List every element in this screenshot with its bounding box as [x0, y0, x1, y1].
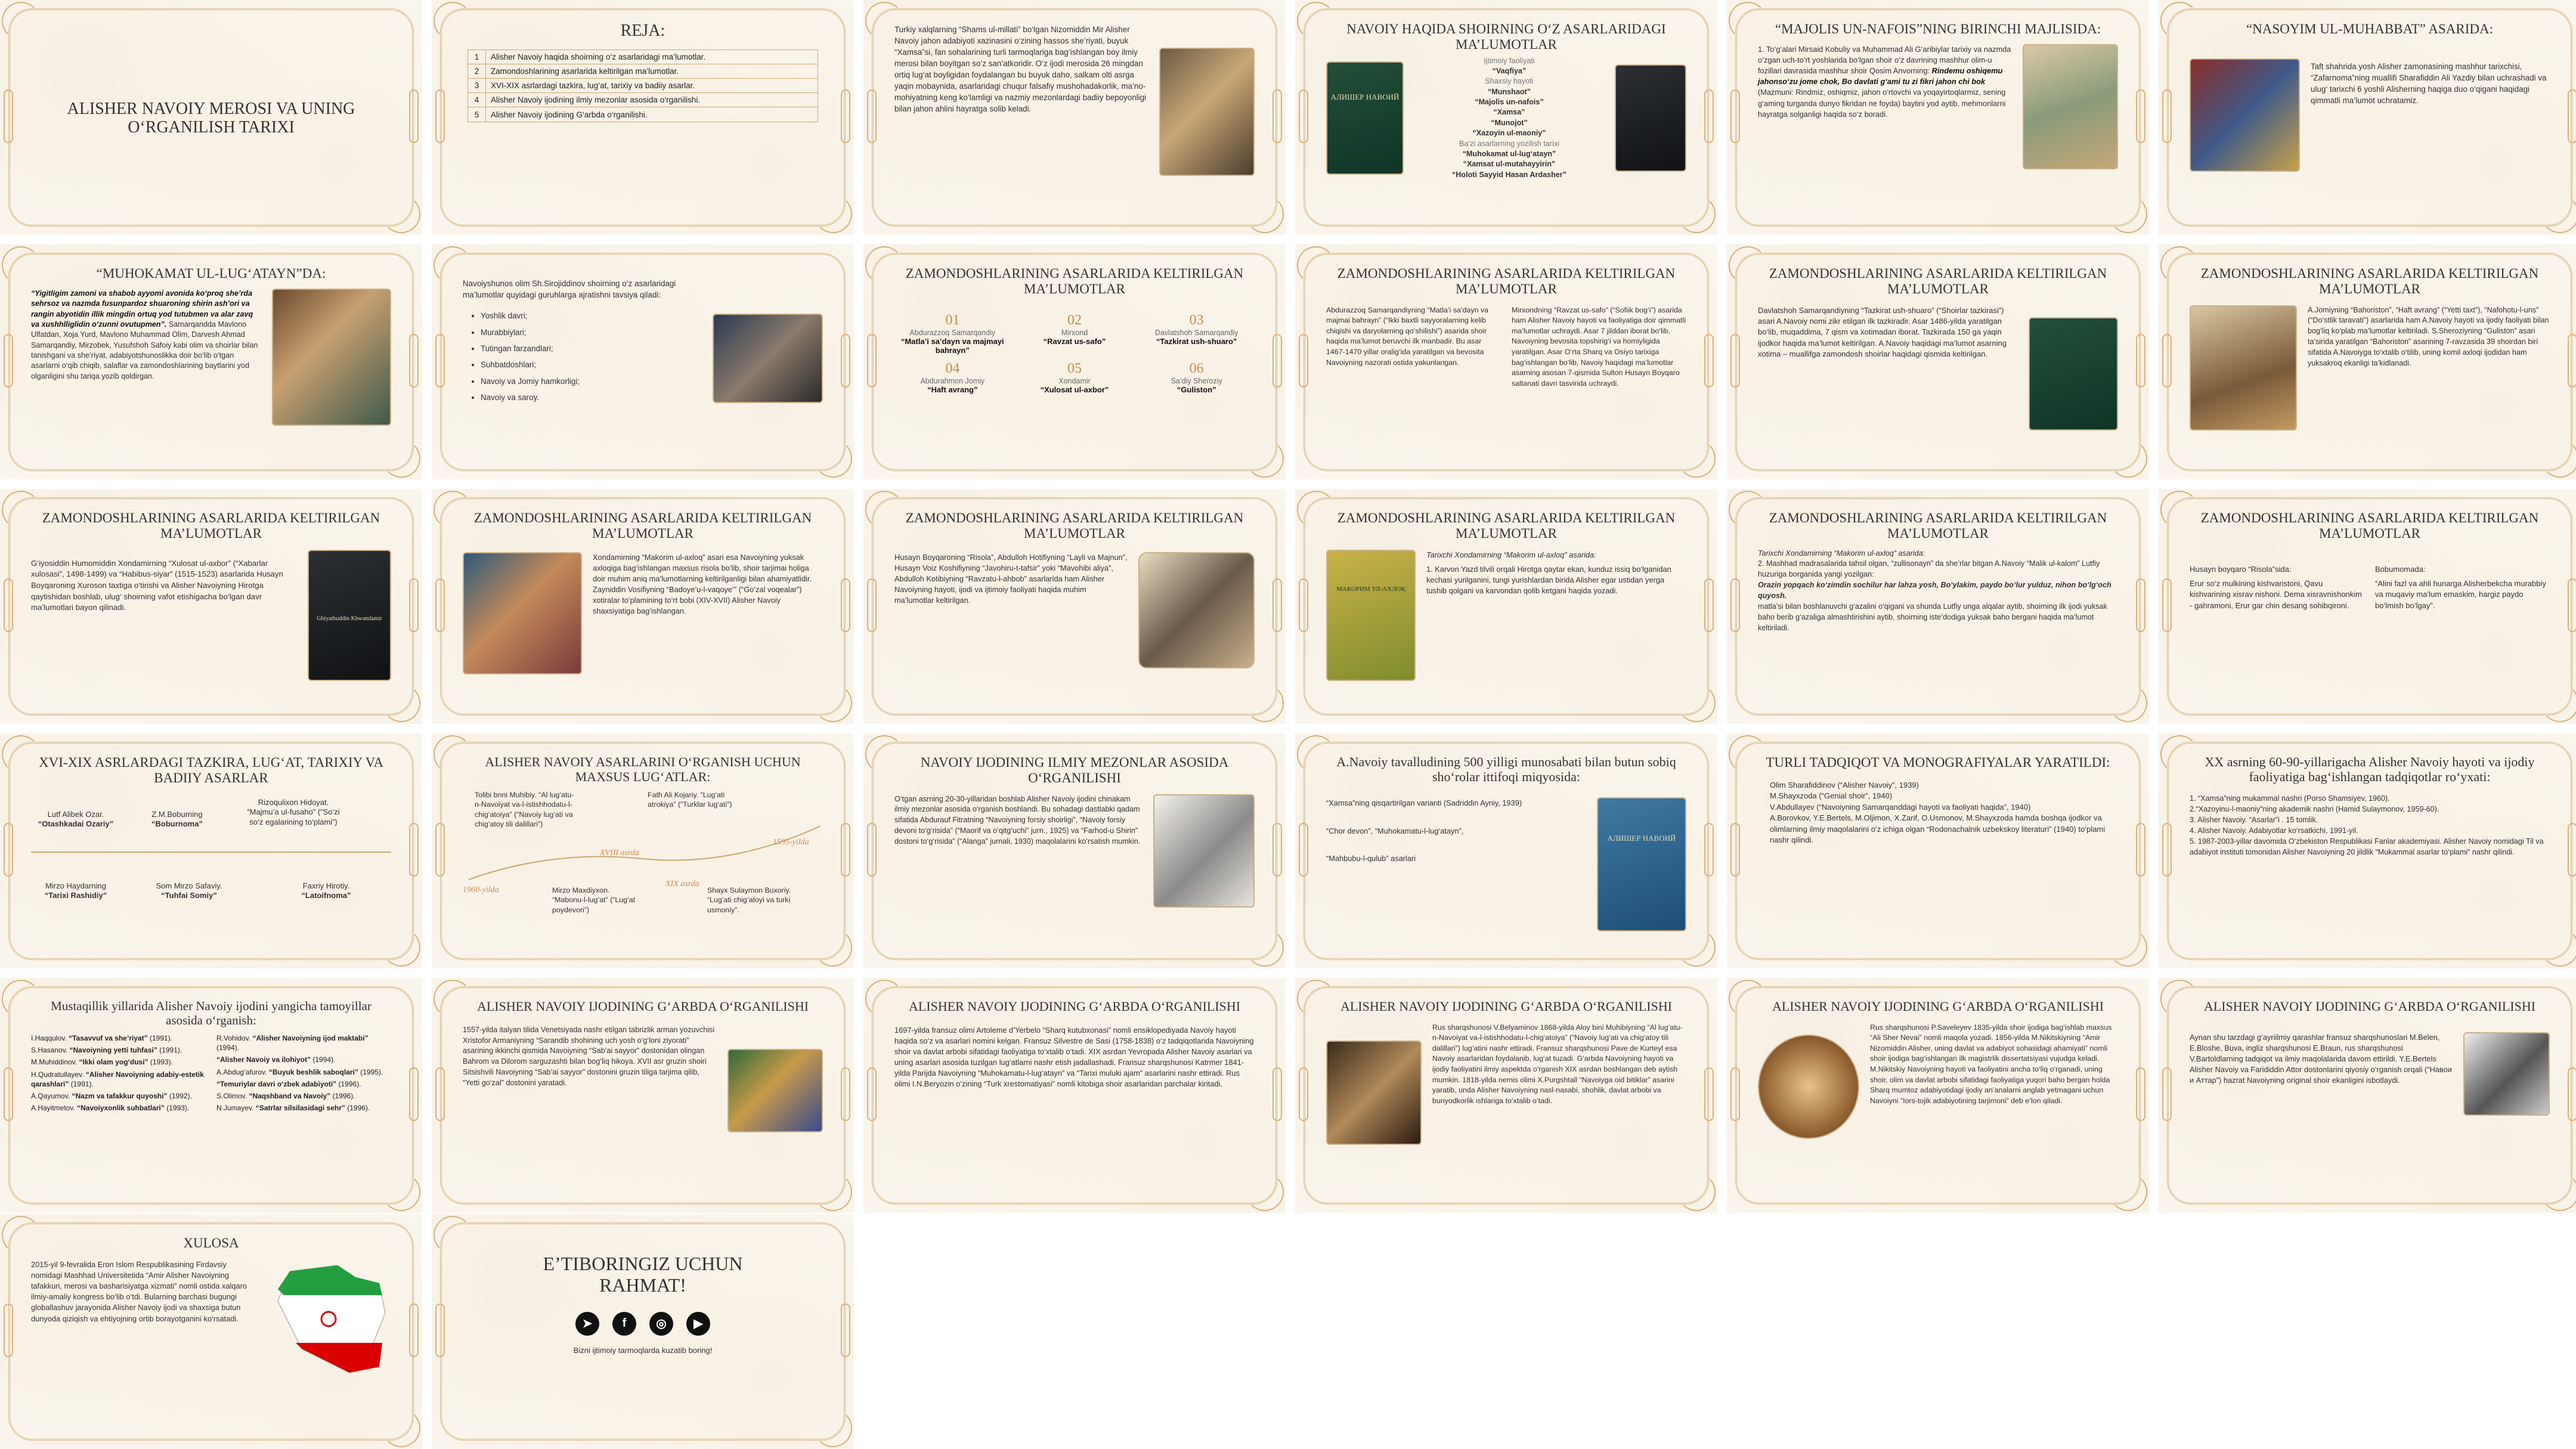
work-entry: I.Haqqulov. “Tasavvuf va she’riyat” (1991).	[31, 1034, 173, 1043]
slide-list: “Xamsa”ning qisqartirilgan varianti (Sadriddin Ayniy, 1939) “Chor devon”, “Muhokamatu-l-lug‘atayn”, “Mahbubu-l-qulub” asarlari	[1326, 798, 1522, 863]
quote-left: Husayn boyqaro “Risola”sida: Erur so‘z mulkining kishvaristoni, Qavu kishvarining xisrav nishoni. Dema xisravnishonkim - gahramoni, Erur gar chin desang sohibqironi.	[2190, 564, 2362, 610]
slide-title: TURLI TADQIQOT VA MONOGRAFIYALAR YARATILDI:	[1766, 755, 2110, 770]
slide-28[interactable]	[1295, 978, 1717, 1213]
slide-list: 1. “Xamsa”ning mukammal nashri (Porso Shamsiyev, 1960). 2.“Xazoyinu-l-maoniy”ning akademik nashri (Hamid Sulaymonov, 1959-60). 3. Alisher Navoiy. “Asarlar”i . 15 tomlik. 4. Alisher Navoiy. Adabiyotlar ko‘rsatkichi, 1991-yil. 5. 1987-2003-yillar davomida O‘zbekiston Respublikasi Fanlar akademiyasi. Alisher Navoiy nomidagi Til va adabiyot instituti tomonidan Alisher Navoiyning 20 jildlik “Mukammal asarlar to‘plami” nashr qilindi.	[2190, 794, 2544, 856]
slide-12[interactable]	[2159, 244, 2576, 479]
slide-title: ALISHER NAVOIY ASARLARINI O‘RGANISH UCHUN MAXSUS LUG‘ATLAR:	[485, 754, 801, 784]
source-item: 01 Abdurazzoq Samarqandiy “Matla’i sa’dayn va majmayi bahrayn”	[900, 312, 1004, 355]
slide-31[interactable]	[0, 1214, 422, 1449]
slide-list: Olim Sharafiddinov (“Alisher Navoiy”, 1939) M.Shayxzoda (“Genial shoir”, 1940) V.Abdullayev (“Navoiyning Samarqanddagi hayoti va faoliyati haqida”, 1940) A.Borovkov, Y.E.Bertels, M.Oljimon, X.Zarif, O.Usmonov, M.Shayxzoda hamda boshqa ijodkor va olimlarning ilmiy maqolalarini o‘z ichiga olgan “Rodonachalnik uzbekskoy literaturi” (1940) to‘plami nashr qilindi.	[1770, 780, 2106, 845]
slide-title: Mustaqillik yillarida Alisher Navoiy ijodini yangicha tamoyillar asosida o‘rganish:	[51, 999, 371, 1027]
slide-title: A.Navoiy tavalludining 500 yilligi munosabati bilan butun sobiq sho‘rolar ittifoqi miqyosida:	[1336, 754, 1676, 784]
quote-right: Bobumomada: “Alini fazl va ahli hunarga Alisherbekcha murabbiy va muqaviy ma’lum emaskim, hargiz paydo bo‘lmish bo‘lgay”.	[2375, 564, 2546, 610]
timeline: Tolibi bnni Muhibiy. “Al lug‘atu-n-Navoiyat va-l-istishhodatu-l-chig‘atoiya” (“Navoiy lug‘ati va chig‘atoy tili dalillari”) Fath Ali Kojariy. “Lug‘ati atrokiya” (“Turklar lug‘ati”) Mirzo Maxdiyxon. “Mabonu-l-lug‘at” (“Lug‘at poydevori”) Shayx Sulaymon Buxoriy. “Lug‘ati chig‘atoyi va turki usmoniy”. XVIII asrda XIX asrda 1960-yilda 1595-yilda	[463, 790, 823, 951]
portrait-image	[1159, 48, 1255, 176]
miniature-image	[2190, 305, 2297, 431]
slide-32[interactable]	[432, 1214, 854, 1449]
slide-title: ALISHER NAVOIY IJODINING G‘ARBDA O‘RGANILISHI	[2203, 999, 2536, 1014]
book-cover-image: АЛИШЕР НАВОИЙ	[1597, 797, 1686, 931]
slide-text-right: Mirxondning “Ravzat us-safo” (“Sofiik bog‘i”) asarida ham Alisher Navoiy hayoti va faoliyatiga doir qimmatli ma’lumotlar uchraydi. Asar 7 jilddan iborat bo‘lib, Navoiyning bevosita topshirig‘i va homiyligida yaratilgan. Asar O‘rta Sharq va Osiyo tarixiga bag‘ishlangan bo‘lib, Navoiy haqidagi ma’lumotlar asarning asosan 7-qismida Sulton Husayn Boyqaro saltanati davri tasvirida uchraydi.	[1512, 305, 1686, 388]
iran-map-image	[266, 1259, 391, 1379]
instagram-icon[interactable]: ◎	[649, 1312, 673, 1336]
slide-text: Taft shahrida yosh Alisher zamonasining mashhur tarixchisi, “Zafarnoma”ning muallifi Sharafiddin Ali Yazdiy bilan uchrashadi va ulug‘ tarixchi 6 yoshli Alisherning haqiga duo o‘qigani haqidagi qimmatli ma’lumot uchratamiz.	[2311, 61, 2547, 105]
slide-text: 2015-yil 9-fevralida Eron Islom Respublikasining Firdavsiy nomidagi Mashhad Universitetida “Amir Alisher Navoiyning tafakkuri, merosi va basharisiyatga xizmati” nomli ostida xalqaro ilmiy-amaliy kongress bo‘lib o‘tdi. Bularning barchasi bugungi globallashuv jarayonida Alisher Navoiy ijodi va shaxsiga butun dunyoda qiziqish va ehtiyojning ortib borayotganini ko‘rsatadi.	[31, 1259, 247, 1323]
work-entry: “Temuriylar davri o‘zbek adabiyoti” (1996).	[216, 1079, 361, 1088]
telegram-icon[interactable]: ➤	[575, 1312, 599, 1336]
slide-title: XVI-XIX ASRLARDAGI TAZKIRA, LUG‘AT, TARIXIY VA BADIIY ASARLAR	[39, 755, 383, 785]
social-icons	[463, 1312, 823, 1336]
slide-title: ZAMONDOSHLARINING ASARLARIDA KELTIRILGAN MA’LUMOTLAR	[2200, 510, 2539, 541]
slide-title: XX asrning 60-90-yillarigacha Alisher Navoiy hayoti va ijodiy faoliyatiga bag‘ishlangan tadqiqotlar ro‘yxati:	[2205, 754, 2535, 784]
work-entry: S.Hasanov. “Navoiyning yetti tuhfasi” (1991).	[31, 1046, 182, 1055]
toc-row: 5 Alisher Navoiy ijodining G‘arbda o‘rganilishi.	[468, 107, 818, 122]
slide-title: ALISHER NAVOIY IJODINING G‘ARBDA O‘RGANILISHI	[908, 999, 1241, 1014]
toc-row: 1 Alisher Navoiy haqida shoirning o‘z asarlaridagi ma’lumotlar.	[468, 50, 818, 64]
toc-table	[467, 49, 818, 122]
source-item: 04 Abdurahmon Jomiy “Haft avrang”	[920, 360, 985, 394]
book-cover-image: АЛИШЕР НАВОИЙ	[1326, 61, 1404, 175]
source-item: 02 Mirxond “Ravzat us-safo”	[1043, 312, 1106, 346]
slide-text: Navoiyshunos olim Sh.Sirojiddinov shoirning o‘z asarlaridagi ma’lumotlar quyidagi guruhlarga ajratishni tavsiya qiladi: • Yoshlik davri; • Murabbiylari; • Tutingan farzandlari; • Suhbatdoshlari; • Navoiy va Jomiy hamkorligi; • Navoiy va saroy.	[463, 278, 702, 459]
source-item: 05 Xondamir “Xulosat ul-axbor”	[1040, 360, 1109, 394]
slide-3[interactable]	[863, 0, 1286, 235]
work-entry: H.Qudratullayev. “Alisher Navoiyning adabiy-estetik qarashlari” (1991).	[31, 1070, 204, 1088]
slide-1[interactable]	[0, 0, 422, 235]
slide-text: 1697-yilda fransuz olimi Artoleme d’Yerbelo “Sharq kutubxonasi” nomli ensiklopediyada Navoiy hayoti haqida so‘z va asarlari nomini kelgan. Fransuz Silvestre de Sasi (1758-1838) o‘z tadqiqotlarida Navoiyning shoir va davlat arbobi sifatidagi faoliyatiga to‘xtalib o‘tadi. XIX asrdan Yevropada Alisher Navoiy asarlari va uning asarlari asosida tuzilgan lug‘atlarni nashr etish jadallashadi. Fransuz sharqshunosi Katrmer 1841-yilda Parijda Navoiyning “Muhokamatu-l-lug‘atayn” va “Tarixi muluki ajam” asarlarini nashr ettiradi. Rus olimi I.N.Beryozin o‘zining “Turk xrestomatiyasi” nomli kitobiga shoir asarlaridan parchalar kiritadi.	[894, 1025, 1254, 1089]
slide-17[interactable]	[1727, 489, 2149, 724]
work-entry: R.Vohidov. “Alisher Navoiyning ijod maktabi” (1994).	[216, 1034, 369, 1052]
slide-5[interactable]	[1727, 0, 2149, 235]
slide-title: REJA:	[620, 21, 665, 40]
miniature-image	[2190, 58, 2300, 172]
slide-title: XULOSA	[183, 1236, 239, 1250]
miniature-image	[463, 552, 582, 674]
slide-text: Tarixchi Xondamirning “Makorim ul-axloq” asarida: 1. Karvon Yazd tilvili orqali Hirotga qaytar ekan, kunduz issiq bo‘lganidan kechasi yurilganini, tungi yurishlardan birida Alisher egar ustidan yerga tushib qolgani va karvondan qolib ketgani haqida yozadi.	[1426, 550, 1671, 595]
slide-title: ZAMONDOSHLARINING ASARLARIDA KELTIRILGAN MA’LUMOTLAR	[1337, 266, 1676, 296]
work-entry: N.Jumayev. “Satrlar silsilasidagi sehr” (1996).	[216, 1104, 370, 1113]
miniature-image	[727, 1049, 823, 1132]
slide-text: “Yigitligim zamoni va shabob ayyomi avonida ko‘proq she’rda sehrsoz va nazmda fusunpardoz shuaroning shirin ash’ori va rangin abyotidin illik mingdin ortuq yod tutubmen va alar zavq va xushhlliglidin o‘zunni ovutupmen”. Samarqandda Mavlono Ulfatdan, Xoja Yurd, Mavlono Muhammad Olim, Darvesh Ahmad Samarqandiy, Mirzobek, Yusufshoh Safoiy kabi olim va shoirlar bilan tanishgani va she’riyat, adabiyotshunoslikka doir bo‘lib o‘tgan asarlarni o‘qib chiqib, salaflar va zamondoshlarining baytlarini yod olganligini shu tariqa yozib qoldirgan.	[31, 289, 258, 380]
slide-text: A.Jomiyning “Bahoriston”, “Haft avrang” (“Yetti taxt”), “Nafohotu-l-uns” (“Do‘stlik taravati”) asarlarida ham A.Navoiy hayoti va ijodiy faoliyati bilan bog‘liq ko‘plab ma’lumotlar keltiriladi. S.Sheroziyning “Guliston” asari ta’sirida yaratilgan “Bahoriston” asarining 7-ravzasida 39 shoirdan biri sifatida A.Navoiyga to‘xtalib o‘tilib, uning komil axloqi ijodidan ham yuksakroq ekanligi ta’kidlanadi.	[2308, 305, 2549, 367]
slide-text: O‘tgan asrning 20-30-yillaridan boshlab Alisher Navoiy ijodini chinakam ilmiy mezonlar asosida o‘rganish boshlandi. Bu sohadagi dastlabki qadam sifatida Abdurauf Fitratning “Navoiyning forsiy shoirligi”, “Navoiy forsiy devoni to‘g‘risida” (“Maorif va o‘qitg‘uchi” jurn., 1925) va “Farhod-u Shirin” dostoni to‘g‘risida” (“Alanga” jurnali, 1930) maqolalarini ko‘rsatish mumkin.	[894, 794, 1141, 846]
slide-text: G‘iyosiddin Humomiddin Xondamirning “Xulosat ul-axbor” (“Xabarlar xulosasi”, 1498-1499) va “Habibus-siyar” (1515-1523) asarlarida Husayn Boyqaroning Xuroson taxtiga o‘tirishi va Alisher Navoiyning Hirotga qaytishidan boshlab, ulug‘ shoirning vafot etishigacha bo‘lgan davr ma’lumotlari bayon qilinadi.	[31, 558, 283, 612]
portrait-sketch	[1153, 794, 1255, 908]
portrait-image	[1326, 1041, 1422, 1145]
slide-22[interactable]	[1295, 733, 1717, 968]
slide-text: Xondamirning “Makorim ul-axloq” asari esa Navoiyning yuksak axloqiga bag‘ishlangan maxsus risola bo‘lib, shoir tarjimai holiga doir muhim aniq ma’lumotlarning keltirilganligi bilan ahamiyatlidir. Zayniddin Vosifiyning “Badoye’u-l-vaqoye’” (“Go‘zal voqealar”) xotiralar to‘plamining to‘rt bobi (XIV-XVII) Alisher Navoiy shaxsiyatiga bag‘ishlangan.	[593, 552, 812, 616]
slide-text: Aynan shu tarzdagi g‘ayriilmiy qarashlar fransuz sharqshunoslari M.Belen, E.Bloshe, Buva, ingliz sharqshunosi E.Braun, rus sharqshunosi V.Bartoldlarning tadqiqot va ilmiy maqolalarida davom ettirildi. Y.E.Bertels Alisher Navoiy va Farididdin Attor dostonlarini qiyosiy o‘rganish orqali (“Навои и Аттар”) hazrat Navoiyning original shoir ekanligini isbotlaydi.	[2190, 1032, 2452, 1085]
miniature-image	[2023, 44, 2118, 169]
footer-text: Bizni ijtimoiy tarmoqlarda kuzatib boring!	[573, 1345, 713, 1355]
slide-title: ZAMONDOSHLARINING ASARLARIDA KELTIRILGAN MA’LUMOTLAR	[1337, 510, 1676, 541]
slide-text: Rus sharqshunosi V.Belyaminov 1868-yilda Aloy bini Muhibiyning “Al lug‘atu-n-Navoiyat va-l-istishhodatu-l-chig‘atoiya” (“Navoiy lug‘ati va chig‘atoy tili dalillari”) lug‘atini nashr ettiradi. Fransuz sharqshunosi Pave de Kurteyl esa Navoiy asarlaridan foydalanib, lug‘at tuzadi. G‘arbda Navoiyning hayoti va ijodiy faoliyatini ilmiy aspektda o‘rganish XIX asrdan boshlangan deb aytish mumkin. 1818-yilda nemis olimi X.Purgshtall “Navoiyga oid bitiklar” asarini yaratib, unda Alisher Navoiyning nasl-nasabi, shohlik, davlat arbobi va bunyodkorlik ishlariga to‘xtalib o‘tadi.	[1432, 1023, 1683, 1105]
work-entry: A.Abdug‘afurov. “Buyuk beshlik saboqlari” (1995).	[216, 1067, 383, 1076]
slide-title: ZAMONDOSHLARINING ASARLARIDA KELTIRILGAN MA’LUMOTLAR	[905, 266, 1244, 296]
slide-7[interactable]	[0, 244, 422, 479]
slide-title: “MUHOKAMAT UL-LUG‘ATAYN”DA:	[96, 266, 326, 281]
toc-row: 2 Zamondoshlarining asarlarida keltirilgan ma’lumotlar.	[468, 64, 818, 79]
slide-27[interactable]	[863, 978, 1286, 1213]
sources-grid	[894, 312, 1255, 394]
slide-10[interactable]	[1295, 244, 1717, 479]
book-image	[1615, 64, 1686, 172]
slide-text: Husayn Boyqaroning “Risola”, Abdulloh Hotifiyning “Layli va Majnun”, Husayn Voiz Koshifiyning “Javohiru-t-tafsir” yoki “Mavohibi aliya”, Abdulloh Kotibiyning “Ravzatu-l-ahbob” asarlarida ham Alisher Navoiyning hayoti, ijodi va ijtimoiy faoliyati haqida muhim ma’lumotlar keltirilgan.	[894, 552, 1128, 605]
slide-title: ZAMONDOSHLARINING ASARLARIDA KELTIRILGAN MA’LUMOTLAR	[1769, 266, 2107, 296]
slide-9[interactable]	[863, 244, 1286, 479]
slide-21[interactable]	[863, 733, 1286, 968]
slide-2[interactable]	[432, 0, 854, 235]
slide-29[interactable]	[1727, 978, 2149, 1213]
toc-row: 4 Alisher Navoiy ijodining ilmiy mezonlar asosida o‘rganilishi.	[468, 93, 818, 107]
work-entry: A.Hayitmetov. “Navoiyxonlik suhbatlari” (1993).	[31, 1104, 190, 1113]
book-cover-image: Ghiyathuddin Khwandamir	[308, 550, 391, 681]
slide-title: ZAMONDOSHLARINING ASARLARIDA KELTIRILGAN MA’LUMOTLAR	[905, 510, 1244, 541]
slide-4[interactable]	[1295, 0, 1717, 235]
facebook-icon[interactable]: f	[612, 1312, 636, 1336]
slide-title: ZAMONDOSHLARINING ASARLARIDA KELTIRILGAN MA’LUMOTLAR	[473, 510, 812, 541]
slide-text: Davlatshoh Samarqandiyning “Tazkirat ush-shuaro” (“Shoirlar tazkirasi”) asari A.Navoiy nomi zikr etilgan ilk tazkiradir. Asar 1486-yilda yaratilgan bo‘lib, muqaddima, 7 qism va xotimadan iborat. Tazkirada 150 ga yaqin ijodkor haqida ma’lumot keltirilgan. A.Navoiy haqidagi ma’lumot asarning xotima – muallifga zamondosh shoirlar haqidagi qismida keltirilgan.	[1758, 305, 2007, 359]
slide-23[interactable]	[1727, 733, 2149, 968]
slide-6[interactable]	[2159, 0, 2576, 235]
slide-title: ALISHER NAVOIY IJODINING G‘ARBDA O‘RGANILISHI	[1772, 999, 2104, 1014]
slide-8[interactable]	[432, 244, 854, 479]
slide-20[interactable]	[432, 733, 854, 968]
slide-text: Rus sharqshunosi P.Saveleyev 1835-yilda shoir ijodiga bag‘ishlab maxsus “Ali Sher Nevai” nomli maqola yozadi. 1856-yilda M.Nikitskiyning “Amir Nizomiddin Alisher, uning davlat va adabiyot sohasidagi ahamiyati” nomli shoir ijodiga bag‘ishlangan ilk magistrlik dissertatsiyasi vujudga keladi. M.Nikitskiy Navoiyning hayoti va faoliyatini ancha to‘liq o‘rganadi, uning shoir, olim va davlat arbobi sifatidagi faoliyatiga yuqori baho bergan holda Sharq mumtoz adabiyotidagi ijodiy an’analarni anglab yetmagani uchun Navoiyni “Iors-tojik adabiyotining tarjimoni” deb e’lon qiladi.	[1870, 1023, 2112, 1105]
slide-text: Turkiy xalqlarning “Shams ul-millati” bo‘lgan Nizomiddin Mir Alisher Navoiy jahon adabiyoti xazinasini o‘zining hassos she’riyati, buyuk “Xamsa”si, fan sohalarining turli tarmoqlariga bag‘ishlangan boy ilmiy merosi bilan boyitgan so‘z san’atkoridir. O‘z ijodi merosida 26 mingdan ortiq lug‘at boyligidan foydalangan bu buyuk daho, salkam olti asrga yaqin mobaynida, asarlaridagi chuqur falsafiy mushohadakorlik, ma’no-mohiyatning keng ko‘lamligi va nazmiy mezonlardagi badiiy bepoyonligi bilan jahon ahlini hayratga solib keladi.	[894, 25, 1147, 114]
slide-title: E’TIBORINGIZ UCHUN RAHMAT!	[543, 1253, 743, 1296]
slide-25[interactable]	[0, 978, 422, 1213]
slide-13[interactable]	[0, 489, 422, 724]
slide-text: Tarixchi Xondamirning “Makorim ul-axloq” asarida: 2. Mashhad madrasalarida tahsil olgan, “zullisonayn” da she’rlar bitgan A.Navoiy “Malik ul-kalom” Lutfiy huzuriga borganida yangi yozilgan: Orazin yopqach ko‘zimdin sochilur har lahza yosh, Bo‘ylakim, paydo bo‘lur yulduz, nihon bo‘lg‘och quyosh. matla’si bilan boshlanuvchi g‘azalini o‘qigani va shunda Lutfiy unga alqalar aytib, shoirning ilk ijodi yuksak baho berib g‘azaliga almashtirishini aytib, shoirning iste’dodiga yuksak baho bergani haqida ma’lumot keltiriladi.	[1758, 549, 2111, 632]
source-item: 06 Sa’diy Sheroziy “Guliston”	[1171, 360, 1222, 394]
youtube-icon[interactable]: ▶	[686, 1312, 710, 1336]
miniature-image	[272, 289, 391, 426]
portraits-image	[1138, 552, 1255, 668]
work-entry: A.Qayumov. “Nazm va tafakkur quyoshi” (1992).	[31, 1091, 192, 1100]
work-entry: M.Muhiddinov. “Ikki olam yog‘dusi” (1993).	[31, 1058, 173, 1067]
slide-title: ALISHER NAVOIY MEROSI VA UNING O‘RGANILISH TARIXI	[67, 99, 355, 137]
timeline: Lutf Alibek Ozar. “Otashkadai Ozariy” Z.M.Boburning “Boburnoma” Rizoqulixon Hidoyat. “Majmu’a ul-fusaho” (“So‘zi so‘z egalarining to‘plami”) Mirzo Haydarning “Tarixi Rashidiy” Som Mirzo Safaviy. “Tuhfai Somiy” Faxriy Hirotiy. “Latoifnoma”	[31, 792, 391, 953]
work-entry: “Alisher Navoiy va ilohiyot” (1994).	[216, 1055, 336, 1064]
slide-14[interactable]	[432, 489, 854, 724]
slide-18[interactable]	[2159, 489, 2576, 724]
book-cover-image	[2029, 317, 2118, 431]
book-cover-image: МАКОРИМ УЛ-АХЛОҚ	[1326, 550, 1416, 681]
scholar-photo	[713, 314, 823, 403]
slide-text: 1557-yilda italyan tilida Venetsiyada nashr etilgan tabrizlik arman yozuvchisi Xristofor Armaniyning “Sarandib shohining uch yosh o‘g‘loni ziyorati” asarining ikkinchi qismida Navoiyning “Sab’ai sayyor” dostonidan olingan Bahrom va Dilorom sarguzashti bilan bog‘liq hikoya. XVII asr gruzin shoiri Sitsishvili Navoiyning “Sab’ai sayyor” dostonini gruzin tiliga tarjima qilib, “Yetti go‘zal” dostonini yaratadi.	[463, 1025, 715, 1087]
toc-row: 3 XVI-XIX asrlardagi tazkira, lug‘at, tarixiy va badiiy asarlar.	[468, 79, 818, 93]
work-entry: S.Olimov. “Naqshband va Navoiy” (1996).	[216, 1091, 355, 1100]
slide-text-left: Abdurazzoq Samarqandiyning “Matla’i sa’dayn va majmai bahrayn” (“Ikki baxtli sayyoralarning kelib chiqishi va daryolarning qo‘shilishi”) asarida shoir haqida ma’lumot beruvchi ilk manbadir. Bu asar 1467-1470 yillar oralig‘ida yaratilgan va bevosita Navoiyning nazorati ostida yakunlangan.	[1326, 305, 1489, 367]
slide-title: ALISHER NAVOIY IJODINING G‘ARBDA O‘RGANILISHI	[1340, 999, 1673, 1014]
source-item: 03 Davlatshoh Samarqandiy “Tazkirat ush-shuaro”	[1154, 312, 1239, 346]
slide-title: “NASOYIM UL-MUHABBAT” ASARIDA:	[2246, 21, 2493, 36]
slide-24[interactable]	[2159, 733, 2576, 968]
slide-title: ZAMONDOSHLARINING ASARLARIDA KELTIRILGAN MA’LUMOTLAR	[2200, 266, 2539, 296]
slide-text: 1. To‘g‘alari Mirsaid Kobuliy va Muhammad Ali G‘aribiylar tarixiy va nazmda o‘zgan uch-to‘rt yoshlarida bo‘lgan shoir o‘z davrining mashhur olim-u fozillari davrasida mashhur shoir Qosim Anvorning: Rindemu oshiqemu jahonso‘zu jome chok, Bo davlati g‘ami tu zi fikri jahon chi bok (Mazmuni: Rindmiz, oshiqmiz, jahon o‘rtovchi va yoqayirtoqlarmiz, sening g‘aming turganda dunyo fikridan ne foyda) baytini yod aytib, mehmonlarni hayratga solganligi haqida so‘z boradi.	[1758, 44, 2011, 119]
works-list: Ijtimoiy faoliyati “Vaqfiya” Shaxsiy hayoti “Munshaot” “Majolis un-nafois” “Xamsa” “Munojot” “Xazoyin ul-maoniy” Ba’zi asarlarning yozilish tarixi “Muhokamat ul-lug‘atayn” “Xamsat ul-mutahayyirin” “Holoti Sayyid Hasan Ardasher”	[1452, 56, 1566, 179]
works-columns	[31, 1033, 391, 1115]
slide-title: ALISHER NAVOIY IJODINING G‘ARBDA O‘RGANILISHI	[476, 999, 809, 1014]
slide-title: ZAMONDOSHLARINING ASARLARIDA KELTIRILGAN MA’LUMOTLAR	[1769, 510, 2107, 541]
slide-11[interactable]	[1727, 244, 2149, 479]
slide-title: “MAJOLIS UN-NAFOIS”NING BIRINCHI MAJLISIDA:	[1775, 21, 2101, 36]
slide-26[interactable]	[432, 978, 854, 1213]
slide-16[interactable]	[1295, 489, 1717, 724]
portrait-image	[1758, 1035, 1859, 1139]
slide-title: ZAMONDOSHLARINING ASARLARIDA KELTIRILGAN MA’LUMOTLAR	[42, 510, 380, 541]
slide-30[interactable]	[2159, 978, 2576, 1213]
slide-title: NAVOIY HAQIDA SHOIRNING O‘Z ASARLARIDAGI MA’LUMOTLAR	[1346, 21, 1666, 52]
slide-15[interactable]	[863, 489, 1286, 724]
slide-title: NAVOIY IJODINING ILMIY MEZONLAR ASOSIDA O‘RGANILISHI	[920, 755, 1229, 785]
portrait-photo	[2463, 1032, 2550, 1116]
slide-19[interactable]	[0, 733, 422, 968]
